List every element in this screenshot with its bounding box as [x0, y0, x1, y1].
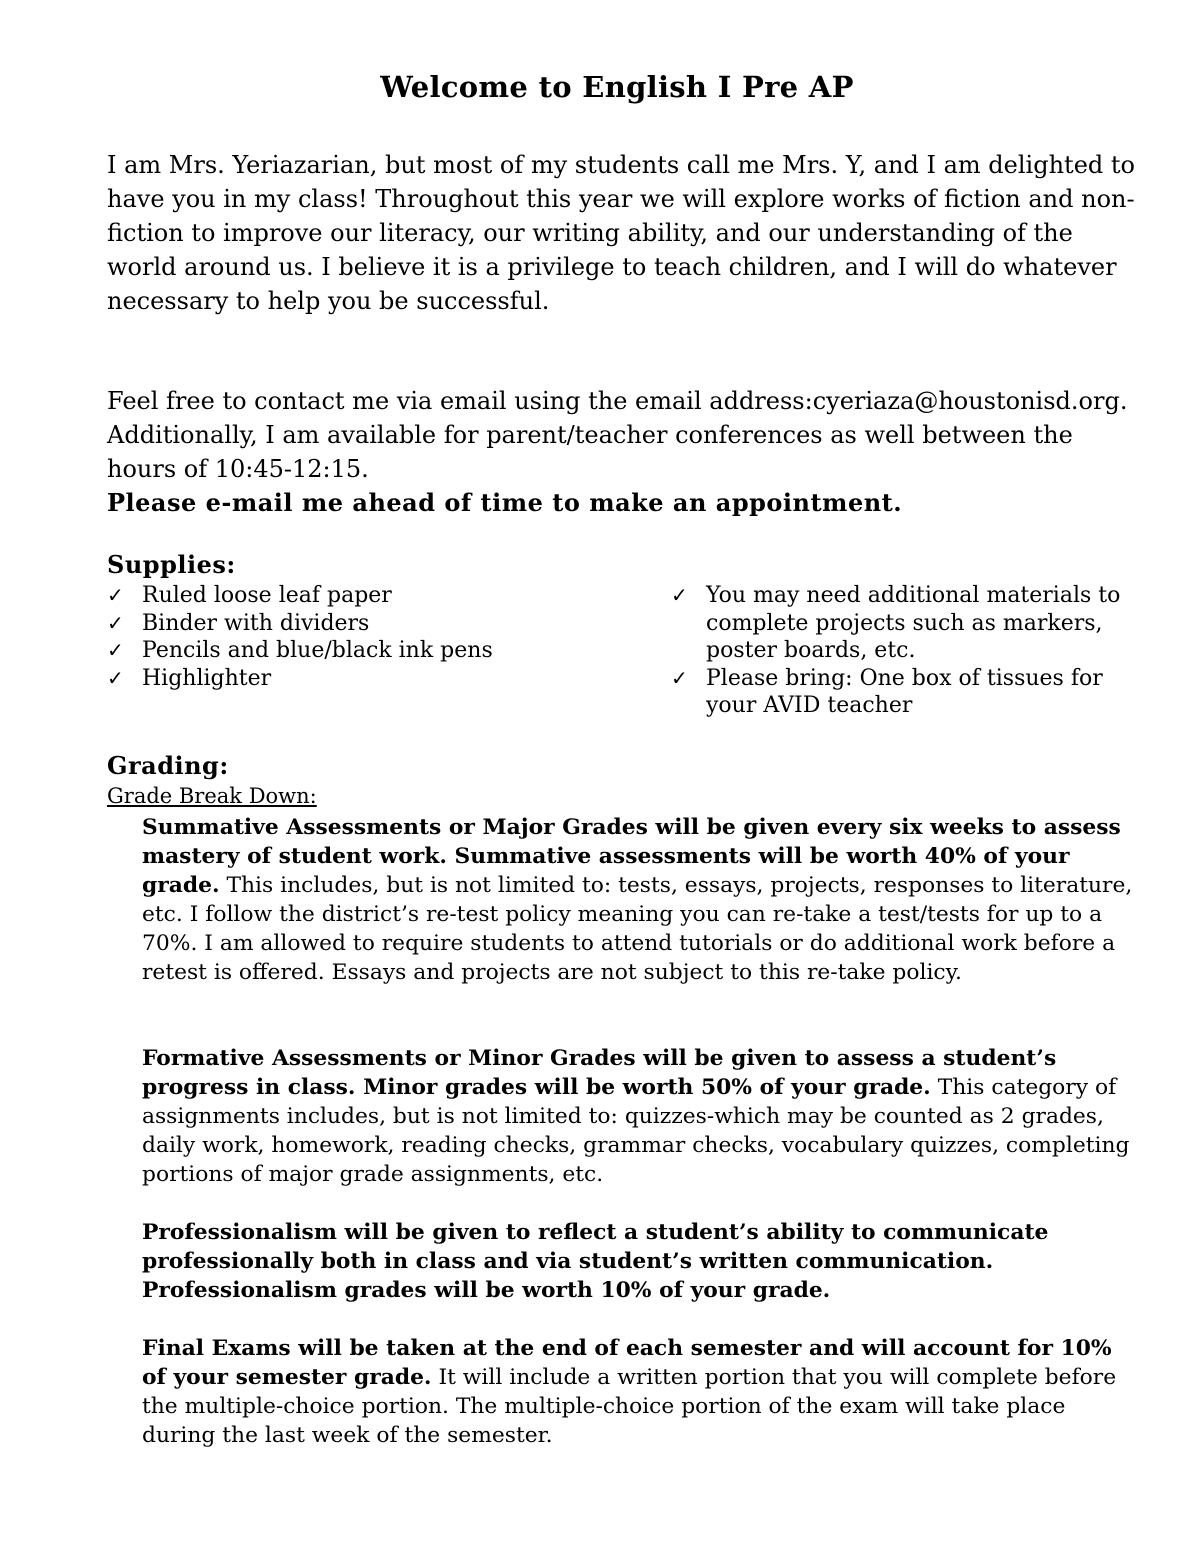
- list-item: ✓ You may need additional materials to complete projects such as markers, poster boards, etc.: [671, 583, 1121, 663]
- supplies-list-left: [107, 582, 627, 692]
- supplies-list-right: [671, 582, 1141, 720]
- checkmark-icon: ✓: [107, 638, 124, 662]
- list-item: ✓ Highlighter: [107, 665, 272, 691]
- professionalism-bold: Professionalism will be given to reflect a student’s ability to communicate professionally both in class and via student’s written communication. Professionalism grades will be worth 10% of your grade.: [142, 1220, 1049, 1303]
- summative-text: This includes, but is not limited to: tests, essays, projects, responses to literature, etc. I follow the district’s re-test policy meaning you can re-take a test/tests for up to a 70%. I am allowed to require students to attend tutorials or do additional work before a retest is offered. Essays and projects are not subject to this re-take policy.: [142, 873, 1133, 985]
- page-title: Welcome to English I Pre AP: [380, 70, 854, 104]
- list-item: ✓ Binder with dividers: [107, 610, 370, 636]
- formative-text: This category of assignments includes, but is not limited to: quizzes-which may be counted as 2 grades, daily work, homework, reading checks, grammar checks, vocabulary quizzes, completing portions of major grade assignments, etc.: [142, 1075, 1130, 1187]
- formative-paragraph: [142, 1044, 1142, 1189]
- summative-paragraph: [142, 813, 1142, 987]
- checkmark-icon: ✓: [107, 665, 124, 690]
- list-item: ✓ Please bring: One box of tissues for your AVID teacher: [671, 665, 1103, 718]
- grading-heading: Grading:: [107, 751, 229, 780]
- finals-paragraph: [142, 1334, 1142, 1450]
- contact-paragraph: [107, 384, 1137, 520]
- professionalism-paragraph: [142, 1218, 1142, 1305]
- checkmark-icon: ✓: [671, 665, 688, 690]
- intro-paragraph: I am Mrs. Yeriazarian, but most of my students call me Mrs. Y, and I am delighted to have you in my class! Throughout this year we will explore works of fiction and non-fiction to improve our literacy, our writing ability, and our understanding of the world around us. I believe it is a privilege to teach children, and I will do whatever necessary to help you be successful.: [107, 151, 1135, 315]
- list-item: ✓ Ruled loose leaf paper: [107, 583, 392, 608]
- list-item: ✓ Pencils and blue/black ink pens: [107, 638, 493, 663]
- appointment-note: Please e-mail me ahead of time to make an appointment.: [107, 488, 903, 517]
- supplies-heading: Supplies:: [107, 550, 236, 579]
- finals-text: It will include a written portion that you will complete before the multiple-choice portion. The multiple-choice portion of the exam will take place during the last week of the semester.: [142, 1365, 1117, 1448]
- checkmark-icon: ✓: [671, 583, 688, 607]
- contact-text: Feel free to contact me via email using the email address:cyeriaza@houstonisd.org. Additionally, I am available for parent/teacher conferences as well between the hours of 10:45-12:15.: [107, 387, 1128, 483]
- summative-bold: Summative Assessments or Major Grades will be given every six weeks to assess mastery of student work. Summative assessments will be worth 40% of your grade.: [142, 815, 1121, 898]
- finals-bold: Final Exams will be taken at the end of each semester and will account for 10% of your semester grade.: [142, 1336, 1112, 1390]
- grade-breakdown-label: Grade Break Down:: [107, 784, 317, 808]
- checkmark-icon: ✓: [107, 610, 124, 635]
- formative-bold: Formative Assessments or Minor Grades will be given to assess a student’s progress in class. Minor grades will be worth 50% of your grade.: [142, 1046, 1057, 1100]
- checkmark-icon: ✓: [107, 583, 124, 607]
